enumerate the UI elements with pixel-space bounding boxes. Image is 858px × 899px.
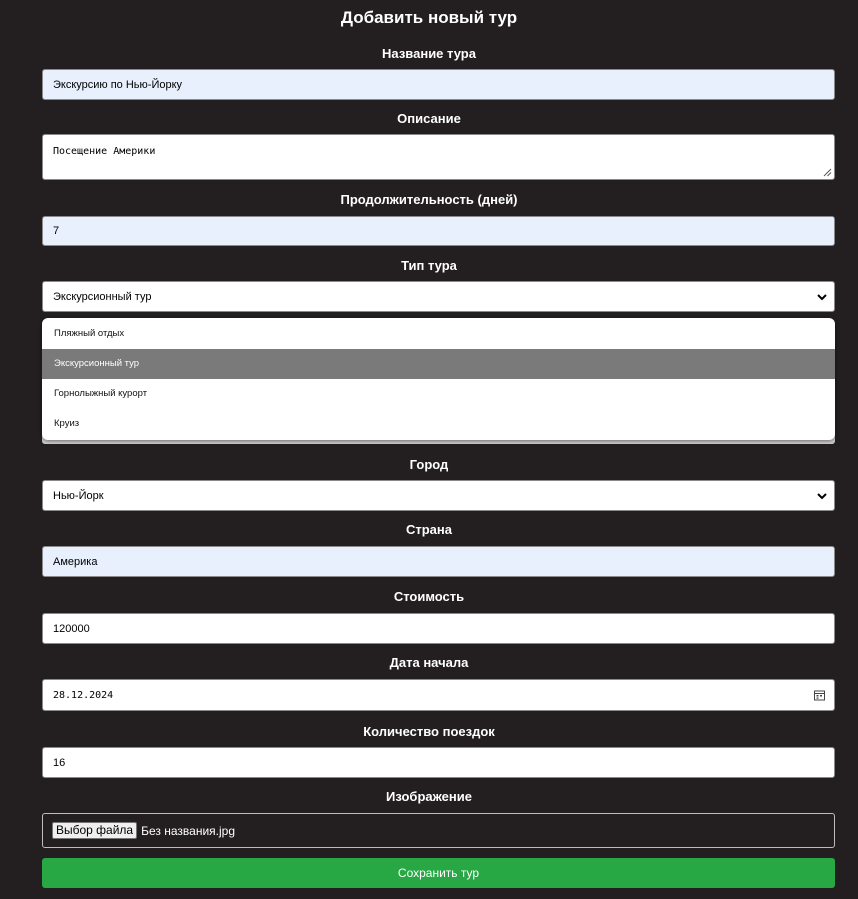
calendar-icon[interactable] — [814, 690, 825, 701]
price-input[interactable] — [42, 613, 835, 644]
duration-input[interactable] — [42, 216, 835, 246]
trips-count-label: Количество поездок — [363, 724, 495, 739]
price-label: Стоимость — [393, 589, 465, 604]
dropdown-option-beach[interactable]: Пляжный отдых — [54, 328, 125, 339]
dropdown-option-excursion[interactable]: Экскурсионный тур — [42, 349, 835, 379]
dropdown-option-ski[interactable]: Горнолыжный курорт — [54, 388, 148, 399]
trips-count-input[interactable] — [42, 747, 835, 778]
trips-count-value: 16 — [53, 756, 66, 769]
city-value: Нью-Йорк — [53, 489, 104, 502]
start-date-value: 28.12.2024 — [53, 689, 114, 701]
dropdown-option-cruise[interactable]: Круиз — [54, 418, 80, 429]
page-title: Добавить новый тур — [340, 8, 518, 27]
chevron-down-icon — [816, 490, 828, 502]
duration-value: 7 — [53, 225, 60, 237]
start-date-label: Дата начала — [389, 655, 469, 670]
city-label: Город — [409, 457, 449, 472]
selected-file-name: Без названия.jpg — [141, 823, 235, 838]
duration-label: Продолжительность (дней) — [340, 192, 518, 207]
tour-name-value: Экскурсию по Нью-Йорку — [53, 78, 183, 91]
image-label: Изображение — [386, 789, 472, 804]
city-select[interactable] — [42, 480, 835, 511]
country-value: Америка — [53, 555, 98, 568]
description-label: Описание — [397, 111, 461, 126]
tour-type-value: Экскурсионный тур — [53, 290, 152, 303]
image-file-input[interactable] — [42, 813, 835, 848]
tour-name-input[interactable] — [42, 69, 835, 100]
start-date-input[interactable] — [42, 679, 835, 711]
save-tour-button[interactable]: Сохранить тур — [42, 858, 835, 888]
tour-name-label: Название тура — [382, 46, 476, 61]
tour-type-select[interactable] — [42, 281, 835, 312]
description-value: Посещение Америки — [53, 146, 156, 157]
tour-type-dropdown[interactable] — [42, 318, 835, 440]
chevron-down-icon — [816, 291, 828, 303]
country-input[interactable] — [42, 546, 835, 577]
resize-handle-icon[interactable] — [823, 168, 832, 177]
price-value: 120000 — [53, 622, 90, 635]
tour-type-label: Тип тура — [401, 258, 457, 273]
choose-file-button[interactable]: Выбор файла — [52, 822, 137, 839]
description-textarea[interactable] — [42, 134, 835, 180]
country-label: Страна — [405, 522, 452, 537]
